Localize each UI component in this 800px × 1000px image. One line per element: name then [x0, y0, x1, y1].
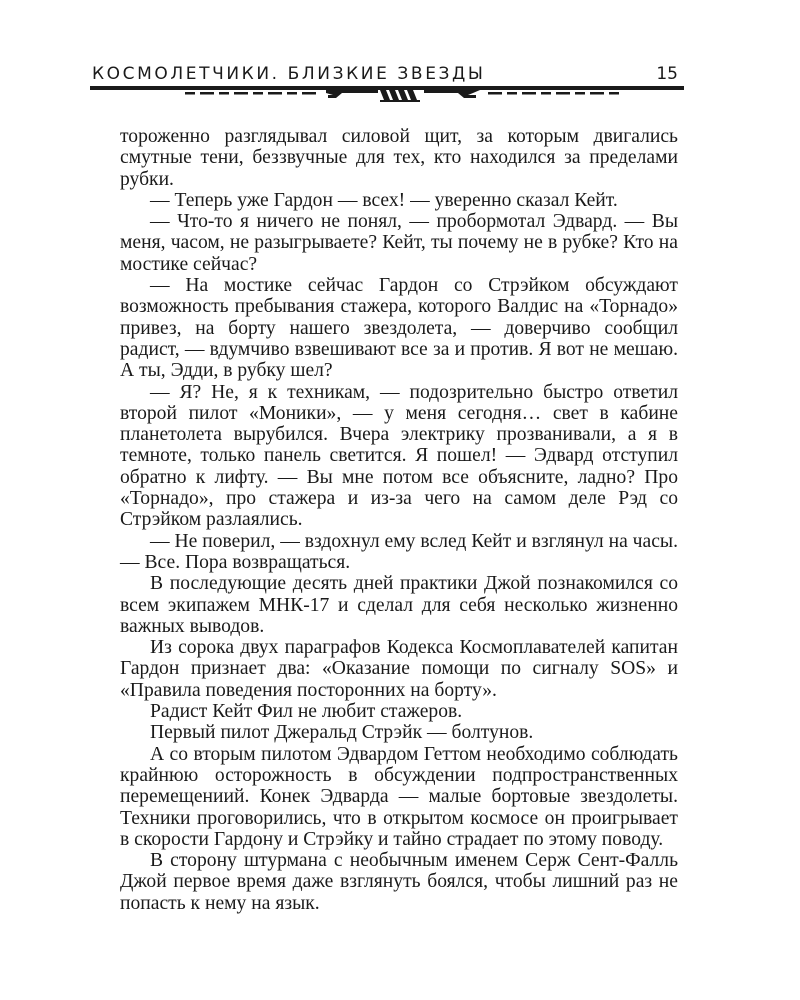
paragraph-2: — Теперь уже Гардон — всех! — уверенно сказал Кейт.: [150, 189, 618, 211]
header-dash-left: [185, 92, 316, 95]
paragraph-12: В сторону штурмана с необычным именем Серж Сент-Фалль Джой первое время даже взглянуть боялся, чтобы лишний раз не попасть к нему на язык.: [120, 850, 678, 914]
paragraph-11: А со вторым пилотом Эдвардом Геттом необходимо соблюдать крайнюю осторожность в обсуждении подпространственных перемещениий. Конек Эдварда — малые бортовые звездолеты. Техники проговорились, что в открытом космосе он проигрывает в скорости Гардону и Стрэйку и тайно страдает по этому поводу.: [120, 743, 678, 850]
paragraph-3: — Что-то я ничего не понял, — пробормотал Эдвард. — Вы меня, часом, не разыгрываете? Кейт, ты почему не в рубке? Кто на мостике сейчас?: [120, 211, 678, 275]
paragraph-10: Первый пилот Джеральд Стрэйк — болтунов.: [150, 722, 534, 744]
running-title: КОСМОЛЕТЧИКИ. БЛИЗКИЕ ЗВЕЗДЫ: [92, 64, 486, 84]
header-bracket-right: [424, 90, 480, 98]
page-number: 15: [656, 64, 678, 84]
paragraph-4: — На мостике сейчас Гардон со Стрэйком обсуждают возможность пребывания стажера, которого Валдис на «Торнадо» привез, на борту нашего звездолета, — доверчиво сообщил радист, — вдумчиво взвешивают все за и против. Я вот не мешаю. А ты, Эдди, в рубку шел?: [120, 275, 678, 382]
paragraph-8: Из сорока двух параграфов Кодекса Космоплавателей капитан Гардон признает два: «Оказание помощи по сигналу SOS» и «Правила поведения посторонних на борту».: [120, 637, 678, 701]
body-text: [120, 126, 678, 914]
paragraph-7: В последующие десять дней практики Джой познакомился со всем экипажем МНК-17 и сделал для себя несколько жизненно важных выводов.: [120, 573, 678, 637]
paragraph-5: — Я? Не, я к техникам, — подозрительно быстро ответил второй пилот «Моники», — у меня сегодня… свет в кабине планетолета вырубился. Вчера электрику прозванивали, а я в темноте, только панель светится. Я пошел! — Эдвард отступил обратно к лифту. — Вы мне потом все объясните, ладно? Про «Торнадо», про стажера и из-за чего на самом деле Рэд со Стрэйком разлаялись.: [120, 381, 678, 531]
paragraph-1: тороженно разглядывал силовой щит, за которым двигались смутные тени, беззвучные для тех, кто находился за пределами рубки.: [120, 126, 678, 190]
header-rule-line: [90, 86, 684, 90]
paragraph-6: — Не поверил, — вздохнул ему вслед Кейт и взглянул на часы. — Все. Пора возвращаться.: [120, 530, 678, 573]
header-bracket-left: [326, 90, 378, 98]
header-dash-right: [488, 92, 619, 95]
running-head: [92, 64, 680, 88]
header-ornament: [90, 86, 684, 104]
paragraph-9: Радист Кейт Фил не любит стажеров.: [150, 701, 463, 723]
header-stripes-center: [380, 90, 420, 102]
